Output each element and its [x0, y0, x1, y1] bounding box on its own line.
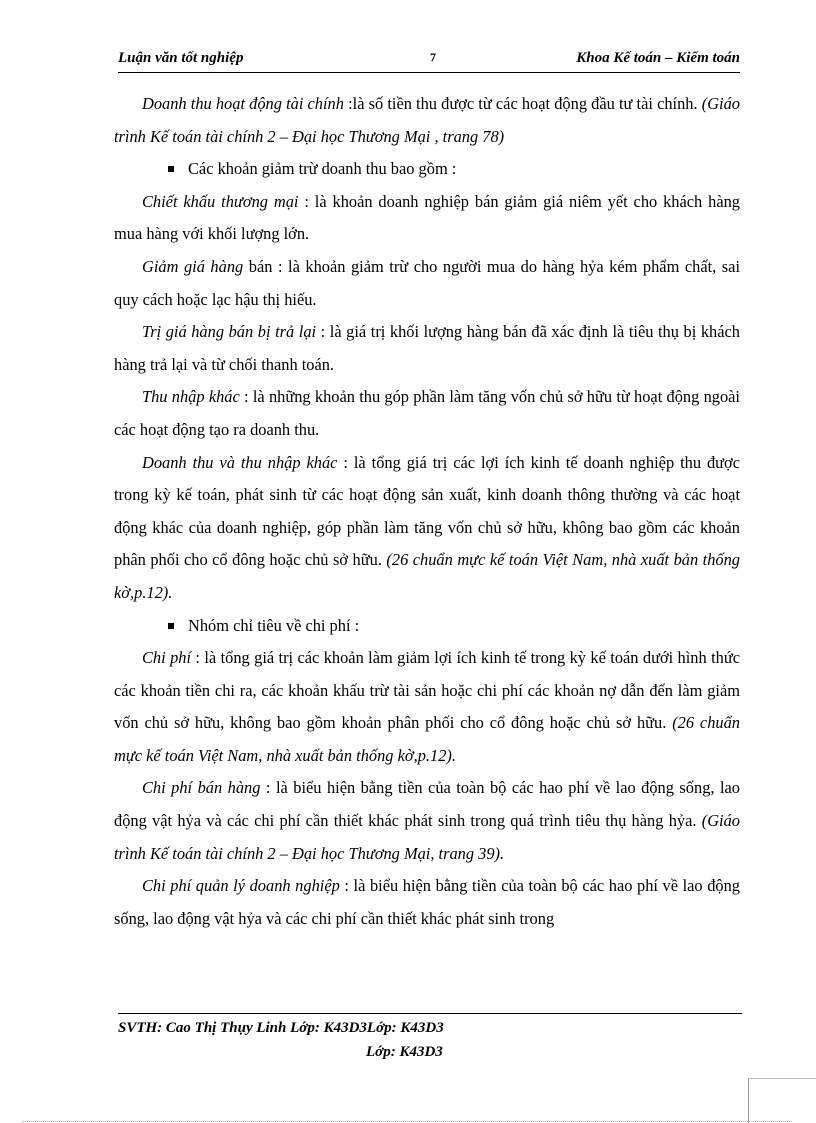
citation: (26 chuẩn mực kế toán Việt Nam, nhà xuất bản thống kờ,p.12). [114, 550, 740, 602]
term: Chi phí quản lý doanh nghiệp [142, 876, 340, 896]
page-corner-mark [748, 1078, 749, 1123]
page-corner-mark-horizontal [748, 1078, 816, 1079]
page-header [118, 46, 740, 73]
paragraph-admin-expenses: Chi phí quản lý doanh nghiệp : là biểu hiện bằng tiền của toàn bộ các hao phí về lao động sống, lao động vật hỷa và các chi phí cần thiết khác phát sinh trong [114, 876, 741, 928]
citation: (Giáo trình Kế toán tài chính 2 – Đại học Thương Mại , trang 78) [114, 94, 740, 146]
bullet-square-icon [168, 166, 174, 172]
citation: (Giáo trình Kế toán tài chính 2 – Đại học Thương Mại, trang 39). [114, 811, 740, 863]
footer-divider [118, 1013, 742, 1014]
bullet-square-icon [168, 623, 174, 629]
footer-student-line: SVTH: Cao Thị Thụy Linh Lớp: K43D3Lớp: K43D3 [118, 1020, 444, 1036]
term: Thu nhập khác [142, 387, 240, 407]
header-thesis-title: Luận văn tốt nghiệp [118, 50, 244, 66]
paragraph-selling-expenses: Chi phí bán hàng : là biểu hiện bằng tiền của toàn bộ các hao phí về lao động sống, lao động vật hỷa và các chi phí cần thiết khác phát sinh trong quá trình tiêu thụ hàng hỷa. (Giáo trình Kế toán tài chính 2 – Đại học Thương Mại, trang 39). [114, 778, 740, 863]
term: Chi phí [142, 648, 192, 668]
footer-class-line: Lớp: K43D3 [366, 1044, 443, 1060]
page-body [114, 88, 740, 935]
term: Chi phí bán hàng [142, 778, 261, 798]
term: Trị giá hàng bán bị trả lại [142, 322, 317, 342]
paragraph-trade-discount: Chiết khấu thương mại : là khoản doanh nghiệp bán giảm giá niêm yết cho khách hàng mua hàng với khối lượng lớn. [114, 191, 740, 244]
paragraph-financial-revenue: Doanh thu hoạt động tài chính :là số tiền thu được từ các hoạt động đầu tư tài chính. (Giáo trình Kế toán tài chính 2 – Đại học Thương Mại , trang 78) [114, 94, 740, 146]
paragraph-price-reduction: Giảm giá hàng bán : là khoản giảm trừ cho người mua do hàng hỷa kém phẩm chất, sai quy cách hoặc lạc hậu thị hiếu. [114, 256, 740, 309]
page-number: 7 [430, 50, 436, 64]
citation: (26 chuẩn mực kế toán Việt Nam, nhà xuất bản thống kờ,p.12). [114, 713, 740, 765]
page-footer [118, 1016, 444, 1064]
term: Doanh thu hoạt động tài chính [142, 94, 344, 113]
term: Giảm giá hàng [142, 256, 244, 276]
page-bottom-dotted-line [22, 1121, 792, 1122]
term: Doanh thu và thu nhập khác [142, 452, 338, 472]
paragraph-expenses: Chi phí : là tổng giá trị các khoản làm giảm lợi ích kinh tế trong kỳ kế toán dưới hình thức các khoản tiền chi ra, các khoản khấu trừ tài sản hoặc chi phí các khoản nợ dẫn đến làm giảm vốn chủ sở hữu, không bao gồm khoản phân phối cho cổ đông hoặc chủ sở hữu. (26 chuẩn mực kế toán Việt Nam, nhà xuất bản thống kờ,p.12). [114, 648, 741, 765]
bullet-revenue-deductions: Các khoản giảm trừ doanh thu bao gồm : [114, 153, 740, 186]
paragraph-revenue-and-income: Doanh thu và thu nhập khác : là tổng giá trị các lợi ích kinh tế doanh nghiệp thu được trong kỳ kế toán, phát sinh từ các hoạt động sản xuất, kinh doanh thông thường và các hoạt động khác của doanh nghiệp, góp phần làm tăng vốn chủ sở hữu, không bao gồm các khoản phân phối cho cổ đông hoặc chủ sở hữu. (26 chuẩn mực kế toán Việt Nam, nhà xuất bản thống kờ,p.12). [114, 452, 741, 602]
paragraph-sales-returns: Trị giá hàng bán bị trả lại : là giá trị khối lượng hàng bán đã xác định là tiêu thụ bị khách hàng trả lại và từ chối thanh toán. [114, 322, 740, 374]
header-faculty: Khoa Kế toán – Kiểm toán [576, 50, 740, 66]
paragraph-other-income: Thu nhập khác : là những khoản thu góp phần làm tăng vốn chủ sở hữu từ hoạt động ngoài các hoạt động tạo ra doanh thu. [114, 387, 740, 439]
term: Chiết khấu thương mại [142, 191, 299, 211]
bullet-cost-indicators: Nhóm chỉ tiêu về chi phí : [114, 610, 740, 643]
